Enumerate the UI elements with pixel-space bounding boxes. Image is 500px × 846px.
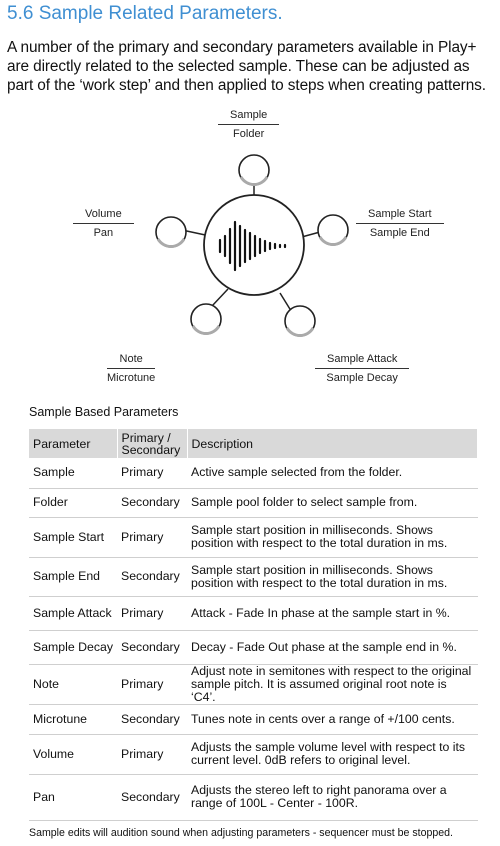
cell-parameter: Sample Attack <box>29 596 117 630</box>
label-primary: Volume <box>73 208 134 224</box>
knob-sample-start-end <box>318 215 348 245</box>
knob-sample-folder <box>239 155 269 185</box>
cell-type: Secondary <box>117 557 187 596</box>
parameters-table <box>29 429 478 821</box>
cell-type: Secondary <box>117 630 187 664</box>
cell-type: Primary <box>117 458 187 488</box>
cell-description: Tunes note in cents over a range of +/100 cents. <box>187 704 478 734</box>
label-secondary: Microtune <box>107 372 156 384</box>
table-row <box>29 704 478 734</box>
cell-parameter: Folder <box>29 488 117 517</box>
cell-parameter: Sample Decay <box>29 630 117 664</box>
header-parameter: Parameter <box>29 429 117 458</box>
cell-type: Secondary <box>117 704 187 734</box>
cell-description: Adjusts the sample volume level with respect to its current level. 0dB refers to original level. <box>187 734 478 774</box>
label-primary: Sample Attack <box>315 353 409 369</box>
table-row <box>29 664 478 704</box>
cell-description: Sample start position in milliseconds. Shows position with respect to the total duration in ms. <box>187 557 478 596</box>
diagram-graphic <box>0 100 500 400</box>
sample-parameters-diagram <box>0 100 500 400</box>
intro-paragraph: A number of the primary and secondary parameters available in Play+ are directly related to the selected sample. These can be adjusted as part of the ‘work step’ and then applied to steps when creating patterns. <box>7 39 486 94</box>
cell-description: Active sample selected from the folder. <box>187 458 478 488</box>
cell-description: Adjusts the stereo left to right panorama over a range of 100L - Center - 100R. <box>187 774 478 820</box>
knob-sample-attack-decay <box>285 306 315 336</box>
knob-volume-pan <box>156 217 186 247</box>
label-secondary: Sample End <box>369 227 430 239</box>
cell-parameter: Sample <box>29 458 117 488</box>
cell-parameter: Volume <box>29 734 117 774</box>
footnote: Sample edits will audition sound when adjusting parameters - sequencer must be stopped. <box>29 827 453 839</box>
cell-description: Adjust note in semitones with respect to the original sample pitch. It is assumed original root note is ‘C4’. <box>187 664 478 704</box>
label-primary: Sample <box>218 109 279 125</box>
table-row <box>29 557 478 596</box>
table-title: Sample Based Parameters <box>29 405 179 419</box>
header-primary-secondary: Primary / Secondary <box>117 429 187 458</box>
label-note-microtune <box>107 353 155 384</box>
cell-type: Primary <box>117 734 187 774</box>
cell-description: Sample start position in milliseconds. Shows position with respect to the total duration in ms. <box>187 517 478 557</box>
header-description: Description <box>187 429 478 458</box>
table-row <box>29 630 478 664</box>
cell-description: Attack - Fade In phase at the sample start in %. <box>187 596 478 630</box>
label-secondary: Pan <box>93 227 114 239</box>
connector-line <box>212 289 228 306</box>
table-header-row <box>29 429 478 458</box>
table-row <box>29 458 478 488</box>
table-row <box>29 517 478 557</box>
cell-type: Secondary <box>117 488 187 517</box>
cell-parameter: Note <box>29 664 117 704</box>
table-row <box>29 488 478 517</box>
section-heading: 5.6 Sample Related Parameters. <box>7 3 283 24</box>
cell-description: Sample pool folder to select sample from. <box>187 488 478 517</box>
label-primary: Sample Start <box>356 208 444 224</box>
label-volume-pan <box>73 208 134 239</box>
table-row <box>29 774 478 820</box>
label-sample-start-end <box>356 208 444 239</box>
table-row <box>29 734 478 774</box>
cell-parameter: Sample End <box>29 557 117 596</box>
cell-type: Primary <box>117 517 187 557</box>
cell-type: Primary <box>117 596 187 630</box>
label-sample-folder <box>218 109 279 140</box>
cell-type: Primary <box>117 664 187 704</box>
label-sample-attack-decay <box>315 353 409 384</box>
cell-type: Secondary <box>117 774 187 820</box>
label-secondary: Folder <box>233 128 265 140</box>
table-row <box>29 596 478 630</box>
label-secondary: Sample Decay <box>326 372 398 384</box>
cell-parameter: Sample Start <box>29 517 117 557</box>
label-primary: Note <box>107 353 155 369</box>
cell-description: Decay - Fade Out phase at the sample end in %. <box>187 630 478 664</box>
knob-note-microtune <box>191 304 221 334</box>
cell-parameter: Microtune <box>29 704 117 734</box>
cell-parameter: Pan <box>29 774 117 820</box>
